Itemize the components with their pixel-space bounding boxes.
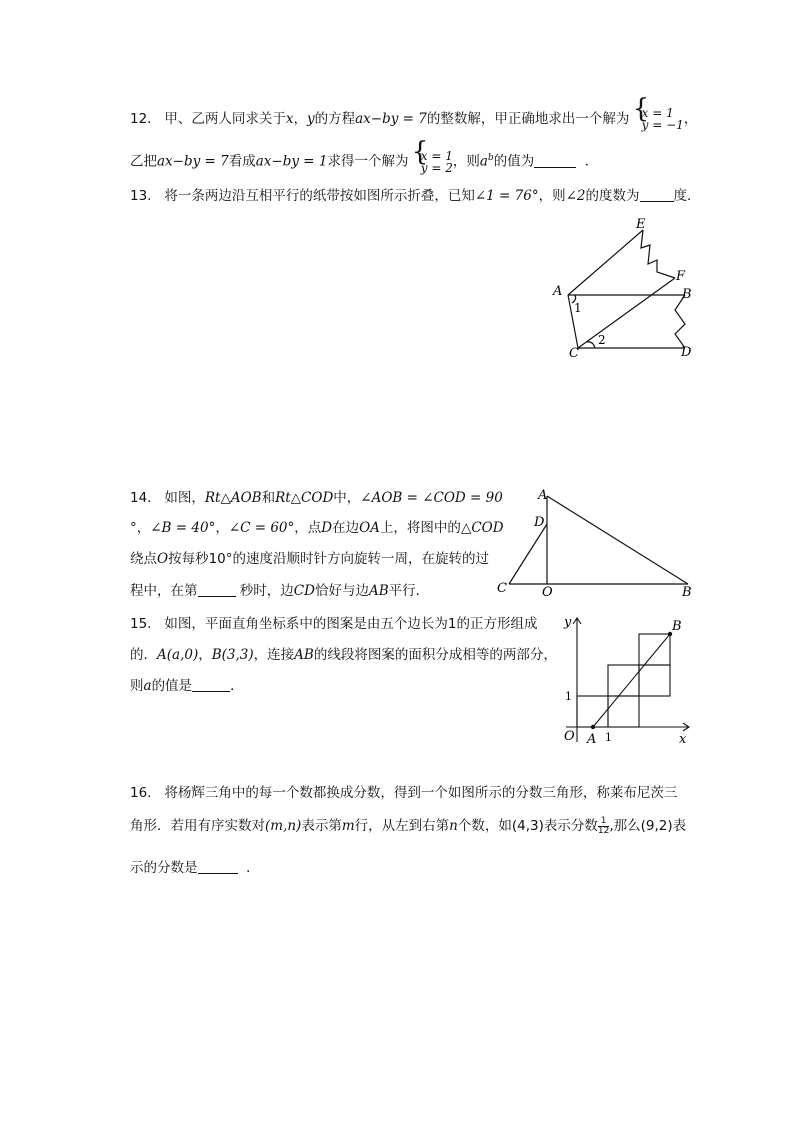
q14-number: 14.	[130, 490, 152, 506]
q12-sol2-x: x = 1	[420, 148, 453, 163]
q15-figure-coordinate-grid	[556, 612, 706, 752]
label-y: y	[564, 615, 572, 630]
q14-figure-triangles	[492, 484, 704, 602]
q15-text: 的正方形组成	[456, 616, 538, 632]
q12-equation: ax−by = 1	[255, 153, 328, 170]
q14-text: 和	[261, 490, 276, 506]
q14-text: 中，	[333, 490, 361, 506]
label-A: A	[553, 284, 563, 299]
q12-var-x: x	[285, 111, 294, 127]
unit-square	[608, 696, 639, 727]
q12-sol1-y: y = −1	[641, 118, 684, 132]
q12-sol1-x: x = 1	[641, 106, 674, 120]
q14-text: 绕点	[130, 551, 157, 567]
q16-text: 行，从左到右第	[354, 818, 450, 834]
q15-point-A: A(a,0)	[157, 647, 199, 663]
q12-sol2-y: y = 2	[420, 160, 453, 175]
q12-comma: ，	[293, 111, 307, 127]
q15-text: 的．	[130, 647, 157, 663]
q15-text: 则	[130, 678, 144, 694]
label-E: E	[636, 217, 646, 232]
q16-line3	[130, 858, 260, 878]
q14-line1	[130, 488, 503, 508]
q13-text: 的度数为	[585, 188, 640, 204]
label-B: B	[682, 585, 692, 600]
q12-solution-system-1	[632, 94, 684, 132]
label-A: A	[538, 488, 548, 503]
q15-answer-blank[interactable]	[192, 677, 230, 692]
label-B: B	[682, 287, 692, 302]
q13-number: 13.	[130, 188, 152, 204]
label-angle-2: 2	[598, 333, 606, 347]
q12-equation: ax−by = 7	[355, 111, 427, 127]
q16-line1	[130, 783, 677, 803]
q15-segment-AB: AB	[294, 647, 314, 663]
q15-one: 1	[447, 616, 457, 632]
q12-power-exp: b	[487, 153, 494, 163]
q15-text: ，	[198, 647, 212, 663]
q15-line3	[130, 676, 244, 696]
q14-point-D: D	[321, 520, 333, 536]
q16-fraction	[598, 817, 609, 836]
q16-text: 角形．若用有序实数对	[130, 818, 265, 834]
label-F: F	[676, 269, 686, 284]
brace-icon: {	[632, 94, 650, 124]
q12-text: ．	[584, 153, 599, 170]
q16-text: 个数，如	[457, 818, 512, 834]
q13-text: 将一条两边沿互相平行的纸带按如图所示折叠，已知	[164, 188, 475, 204]
q14-angle-B: ∠B = 40°	[150, 520, 216, 536]
label-B: B	[672, 619, 682, 634]
q15-text: ．	[230, 678, 244, 694]
q12-text: 求得一个解为	[327, 153, 409, 170]
q12-equation: ax−by = 7	[157, 153, 229, 170]
q16-answer-blank[interactable]	[198, 859, 238, 874]
q15-line1	[130, 614, 537, 634]
q12-power-base: a	[479, 153, 488, 170]
q12-answer-blank[interactable]	[534, 153, 576, 168]
q15-var-a: a	[143, 678, 152, 694]
label-x: x	[679, 732, 687, 747]
q14-text: ，点	[294, 520, 322, 536]
q14-text: 平行．	[388, 583, 430, 599]
q14-degree: 10°	[208, 551, 233, 567]
q14-text: ，	[215, 520, 229, 536]
q16-text: ．	[246, 860, 260, 876]
q12-number: 12.	[130, 111, 152, 127]
segment-AB	[593, 634, 670, 727]
q12-text: 的方程	[314, 111, 356, 127]
fraction-numerator: 1	[598, 817, 609, 827]
q14-line4	[130, 581, 429, 601]
q12-line2	[130, 136, 599, 175]
q14-triangle-COD: Rt△COD	[275, 490, 334, 506]
q13-angle2: ∠2	[565, 188, 586, 204]
q14-triangle-COD: △COD	[460, 520, 504, 536]
label-y-1: 1	[565, 690, 572, 703]
q16-text: 示的分数是	[130, 860, 198, 876]
label-D: D	[534, 515, 545, 530]
torn-edge-BD	[675, 295, 685, 348]
unit-square	[639, 665, 670, 696]
q13-answer-blank[interactable]	[640, 187, 674, 202]
q14-side-AB: AB	[368, 583, 389, 599]
q12-text: 甲、乙两人同求关于	[164, 111, 286, 127]
q13-line1	[130, 186, 701, 206]
q12-line1	[130, 94, 698, 132]
q14-triangle-AOB: Rt△AOB	[204, 490, 262, 506]
q14-side-CD: CD	[293, 583, 315, 599]
label-angle-1: 1	[574, 301, 582, 315]
label-C: C	[569, 346, 579, 361]
q16-pair-4-3: (4,3)	[511, 818, 544, 834]
q14-line2	[130, 518, 504, 538]
q14-text: 恰好与边	[314, 583, 369, 599]
q14-text: 程中，在第	[130, 583, 198, 599]
q16-pair-9-2: (9,2)	[640, 818, 673, 834]
q12-text: ，	[683, 111, 698, 127]
q13-text: ，则	[538, 188, 566, 204]
q12-text: 的值为	[493, 153, 535, 170]
q14-text: 上，将图中的	[379, 520, 461, 536]
unit-square	[577, 696, 608, 727]
q12-var-y: y	[306, 111, 315, 127]
q12-text: 的整数解，甲正确地求出一个解为	[426, 111, 630, 127]
unit-square	[608, 665, 639, 696]
q15-text: ，连接	[253, 647, 295, 663]
q16-text: 表示分数	[543, 818, 598, 834]
point-A	[591, 725, 595, 729]
q15-point-B: B(3,3)	[211, 647, 254, 663]
label-A: A	[587, 732, 597, 747]
q14-text: 按每秒	[168, 551, 209, 567]
torn-edge-EF	[641, 230, 675, 278]
q16-text: 将杨辉三角中的每一个数都换成分数，得到一个如图所示的分数三角形，称莱布尼茨三	[164, 785, 678, 801]
q12-text: 乙把	[130, 153, 157, 170]
q12-text: ，则	[452, 153, 480, 170]
q12-text: 看成	[228, 153, 256, 170]
q14-point-O: O	[157, 551, 169, 567]
q16-text: ,那么	[609, 818, 641, 834]
fraction-denominator: 12	[597, 825, 610, 836]
q15-text: 如图，平面直角坐标系中的图案是由五个边长为	[164, 616, 448, 632]
q16-text: 表	[672, 818, 687, 834]
edge-CF	[578, 278, 675, 348]
q15-text: 的线段将图案的面积分成相等的两部分，	[313, 647, 557, 663]
label-O: O	[542, 585, 553, 600]
brace-icon: {	[411, 136, 429, 167]
q16-var-m: m	[341, 818, 355, 834]
edge-AE	[568, 230, 643, 295]
segment-CD	[509, 524, 547, 584]
q14-angle-C: ∠C = 60°	[228, 520, 295, 536]
q12-solution-system-2	[411, 136, 453, 175]
segment-AB	[547, 496, 688, 584]
angle2-arc	[587, 342, 595, 348]
q14-text: 在边	[332, 520, 360, 536]
q16-var-n: n	[449, 818, 458, 834]
q16-number: 16.	[130, 785, 152, 801]
q14-side-OA: OA	[359, 520, 380, 536]
label-C: C	[497, 581, 507, 596]
q13-angle1: ∠1 = 76°	[474, 188, 539, 204]
q16-pair-mn: (m,n)	[265, 818, 302, 834]
q15-line2	[130, 645, 557, 665]
q14-text: °，	[130, 520, 151, 536]
q14-text: 秒时，边	[239, 583, 294, 599]
q14-text: 的速度沿顺时针方向旋转一周，在旋转的过	[232, 551, 490, 567]
q13-figure-folded-strip	[545, 212, 705, 362]
q15-text: 的值是	[151, 678, 193, 694]
unit-square	[639, 634, 670, 665]
label-D: D	[681, 345, 692, 360]
q16-text: 表示第	[301, 818, 342, 834]
q14-angle-eq: ∠AOB = ∠COD = 90	[360, 490, 503, 506]
label-O: O	[564, 729, 575, 744]
q14-answer-blank[interactable]	[198, 582, 236, 597]
q14-text: 如图，	[164, 490, 205, 506]
label-x-1: 1	[605, 731, 612, 744]
q15-number: 15.	[130, 616, 152, 632]
q16-line2	[130, 816, 686, 836]
q14-line3	[130, 549, 489, 569]
q13-text: 度．	[673, 188, 701, 204]
